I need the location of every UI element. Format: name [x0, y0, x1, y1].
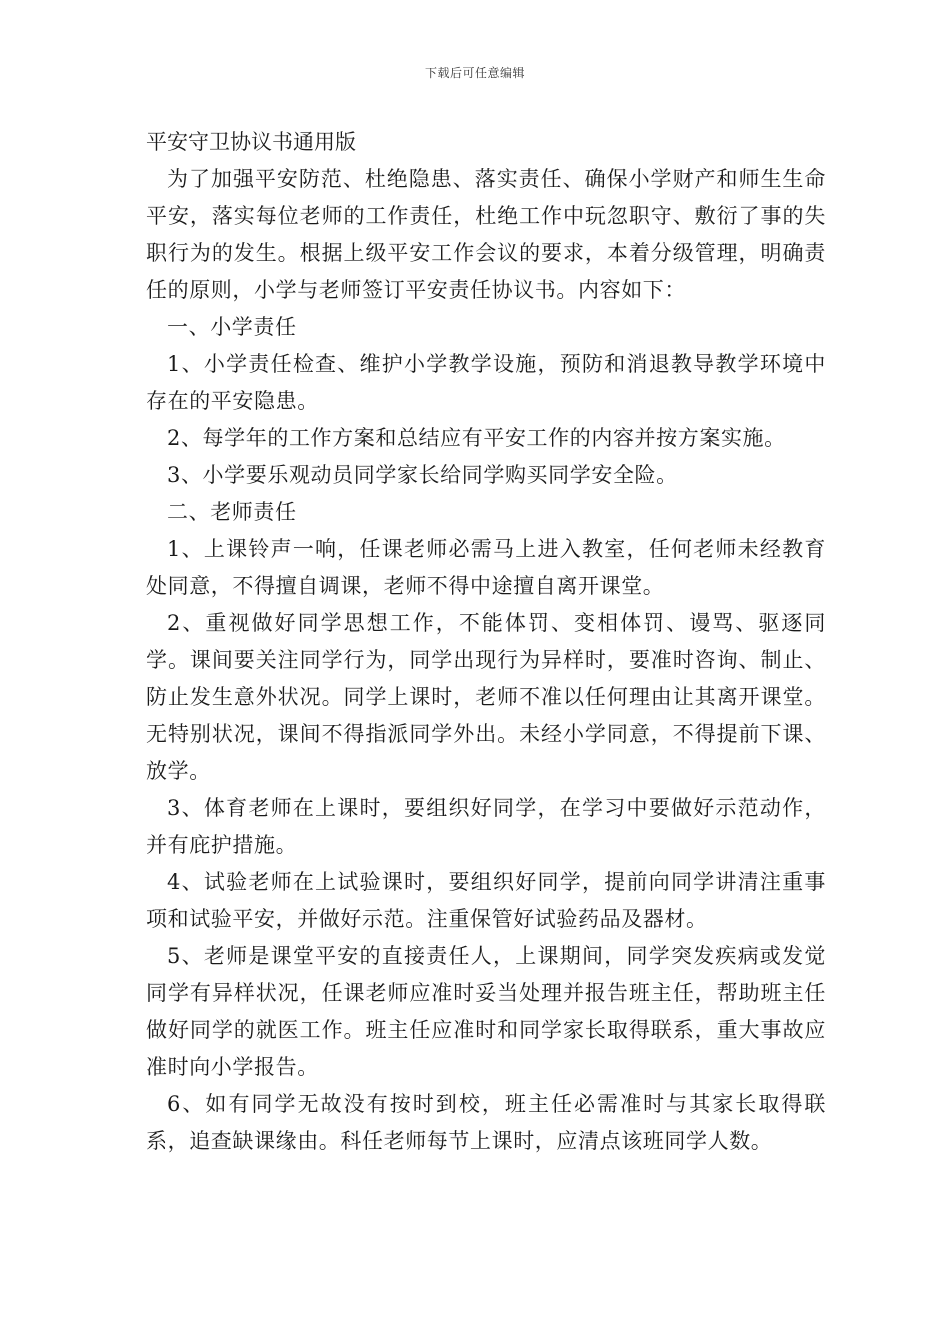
page-header-note: 下载后可任意编辑 [424, 66, 525, 80]
document-body [146, 124, 826, 1160]
section-heading-school: 一、小学责任 [167, 315, 297, 339]
section-heading-teacher: 二、老师责任 [167, 500, 297, 524]
teacher-duty-item: 5、老师是课堂平安的直接责任人，上课期间，同学突发疾病或发觉同学有异样状况，任课老师应准时妥当处理并报告班主任，帮助班主任做好同学的就医工作。班主任应准时和同学家长取得联系，重大事故应准时向小学报告。 [146, 944, 826, 1079]
school-duty-item: 2、每学年的工作方案和总结应有平安工作的内容并按方案实施。 [167, 426, 786, 450]
school-duty-item: 1、小学责任检查、维护小学教学设施，预防和消退教导教学环境中存在的平安隐患。 [146, 352, 826, 413]
intro-paragraph: 为了加强平安防范、杜绝隐患、落实责任、确保小学财产和师生生命平安，落实每位老师的工作责任，杜绝工作中玩忽职守、敷衍了事的失职行为的发生。根据上级平安工作会议的要求，本着分级管理，明确责任的原则，小学与老师签订平安责任协议书。内容如下： [146, 167, 826, 302]
teacher-duty-item: 1、上课铃声一响，任课老师必需马上进入教室，任何老师未经教育处同意，不得擅自调课，老师不得中途擅自离开课堂。 [146, 537, 826, 598]
school-duty-item: 3、小学要乐观动员同学家长给同学购买同学安全险。 [167, 463, 678, 487]
teacher-duty-item: 3、体育老师在上课时，要组织好同学，在学习中要做好示范动作，并有庇护措施。 [146, 796, 826, 857]
teacher-duty-item: 2、重视做好同学思想工作，不能体罚、变相体罚、谩骂、驱逐同学。课间要关注同学行为，同学出现行为异样时，要准时咨询、制止、防止发生意外状况。同学上课时，老师不准以任何理由让其离开课堂。无特别状况，课间不得指派同学外出。未经小学同意，不得提前下课、放学。 [146, 611, 826, 783]
teacher-duty-item: 4、试验老师在上试验课时，要组织好同学，提前向同学讲清注重事项和试验平安，并做好示范。注重保管好试验药品及器材。 [146, 870, 826, 931]
teacher-duty-item: 6、如有同学无故没有按时到校，班主任必需准时与其家长取得联系，追查缺课缘由。科任老师每节上课时，应清点该班同学人数。 [146, 1092, 826, 1153]
document-title: 平安守卫协议书通用版 [146, 130, 356, 154]
